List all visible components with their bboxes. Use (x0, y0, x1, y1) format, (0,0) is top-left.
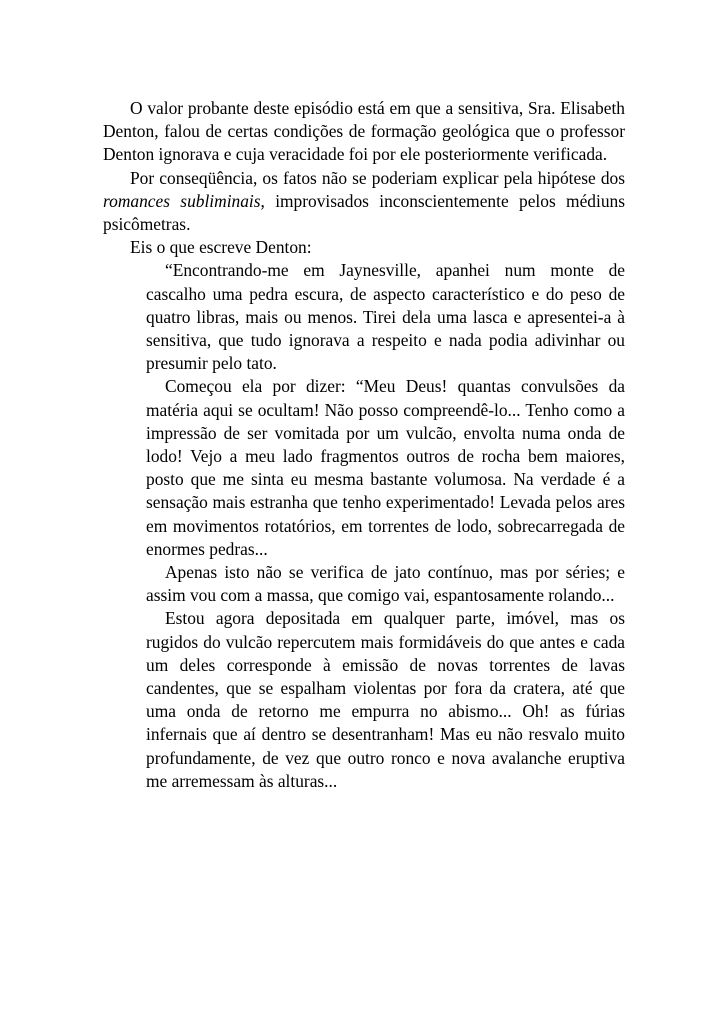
block-quote (146, 259, 625, 793)
paragraph-2 (103, 167, 625, 237)
quote-paragraph-3: Apenas isto não se verifica de jato contínuo, mas por séries; e assim vou com a massa, que comigo vai, espantosamente rolando... (146, 562, 625, 606)
quote-paragraph-4: Estou agora depositada em qualquer parte, imóvel, mas os rugidos do vulcão repercutem mais formidáveis do que antes e cada um deles corresponde à emissão de novas torrentes de lavas candentes, que se espalham violentas por fora da cratera, até que uma onda de retorno me empurra no abismo... Oh! as fúrias infernais que aí dentro se desentranham! Mas eu não resvalo muito profundamente, de vez que outro ronco e nova avalanche eruptiva me arremessam às alturas... (146, 608, 625, 791)
paragraph-1: O valor probante deste episódio está em que a sensitiva, Sra. Elisabeth Denton, falou de certas condições de formação geológica que o professor Denton ignorava e cuja veracidade foi por ele posteriormente verificada. (103, 98, 625, 165)
paragraph-3: Eis o que escreve Denton: (130, 237, 312, 258)
quote-paragraph-2: Começou ela por dizer: “Meu Deus! quantas convulsões da matéria aqui se ocultam! Não posso compreendê-lo... Tenho como a impressão de ser vomitada por um vulcão, envolta numa onda de lodo! Vejo a meu lado fragmentos outros de rocha bem maiores, posto que me sinta eu mesma bastante volumosa. Na verdade é a sensação mais estranha que tenho experimentado! Levada pelos ares em movimentos rotatórios, em torrentes de lodo, sobrecarregada de enormes pedras... (146, 376, 625, 559)
paragraph-2-after: , improvisados inconscientemente pelos médiuns psicômetras. (103, 190, 625, 235)
quote-paragraph-1: “Encontrando-me em Jaynesville, apanhei num monte de cascalho uma pedra escura, de aspecto característico e do peso de quatro libras, mais ou menos. Tirei dela uma lasca e apresentei-a à sensitiva, que tudo ignorava a respeito e nada podia adivinhar ou presumir pelo tato. (146, 260, 625, 374)
document-page (103, 97, 625, 793)
paragraph-2-emphasis: romances subliminais (103, 190, 261, 211)
paragraph-2-before: Por conseqüência, os fatos não se poderiam explicar pela hipótese dos (130, 167, 625, 188)
